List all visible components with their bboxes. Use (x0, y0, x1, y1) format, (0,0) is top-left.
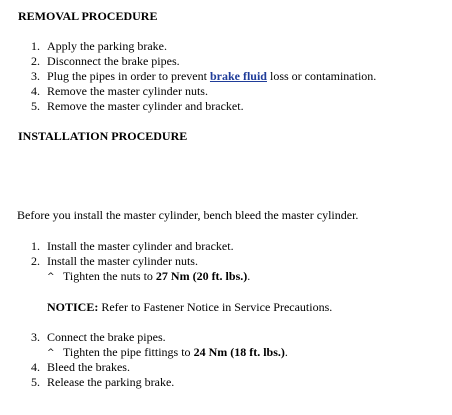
step-text: Install the master cylinder nuts. (47, 254, 198, 268)
caret-icon: ^ (47, 348, 55, 358)
list-item (0, 269, 452, 284)
step-text (47, 69, 376, 84)
step-text: Release the parking brake. (47, 375, 175, 389)
torque-value: 24 Nm (18 ft. lbs.) (193, 345, 285, 359)
list-item (0, 99, 452, 114)
notice-text: Refer to Fastener Notice in Service Precautions. (98, 300, 333, 314)
installation-steps-b (0, 330, 452, 390)
installation-steps-a (0, 239, 452, 284)
substep-post: . (247, 269, 251, 283)
step-number: 2. (31, 54, 40, 68)
installation-intro: Before you install the master cylinder, bench bleed the master cylinder. (17, 208, 359, 222)
step-text: Install the master cylinder and bracket. (47, 239, 234, 253)
list-item (0, 375, 452, 390)
torque-value: 27 Nm (20 ft. lbs.) (155, 269, 248, 283)
list-item (0, 39, 452, 54)
step-number: 5. (31, 375, 40, 389)
step-number: 5. (31, 99, 40, 113)
substep-text (47, 345, 288, 361)
list-item (0, 54, 452, 69)
list-item (0, 69, 452, 84)
step-number: 3. (31, 69, 40, 83)
step-text-post: loss or contamination. (266, 69, 377, 83)
installation-heading: INSTALLATION PROCEDURE (18, 129, 188, 143)
removal-heading: REMOVAL PROCEDURE (18, 9, 158, 23)
step-number: 3. (31, 330, 40, 344)
substep-pre: Tighten the nuts to (63, 269, 156, 283)
list-item (0, 254, 452, 269)
list-item (0, 239, 452, 254)
list-item (0, 360, 452, 375)
step-text-pre: Plug the pipes in order to prevent (47, 69, 210, 83)
substep-post: . (284, 345, 288, 359)
substep-text (47, 269, 250, 285)
step-text: Remove the master cylinder and bracket. (47, 99, 244, 113)
step-text: Remove the master cylinder nuts. (47, 84, 208, 98)
step-number: 4. (31, 360, 40, 374)
notice-line (47, 300, 332, 315)
caret-icon: ^ (47, 272, 55, 282)
notice-label: NOTICE: (47, 300, 99, 314)
list-item (0, 330, 452, 345)
step-text: Apply the parking brake. (47, 39, 167, 53)
substep-pre: Tighten the pipe fittings to (63, 345, 194, 359)
step-number: 2. (31, 254, 40, 268)
removal-steps (0, 39, 452, 114)
list-item (0, 345, 452, 360)
brake-fluid-link[interactable]: brake fluid (209, 69, 267, 83)
step-text: Connect the brake pipes. (47, 330, 166, 344)
step-text: Disconnect the brake pipes. (47, 54, 180, 68)
step-number: 4. (31, 84, 40, 98)
step-text: Bleed the brakes. (47, 360, 130, 374)
step-number: 1. (31, 239, 40, 253)
step-number: 1. (31, 39, 40, 53)
list-item (0, 84, 452, 99)
